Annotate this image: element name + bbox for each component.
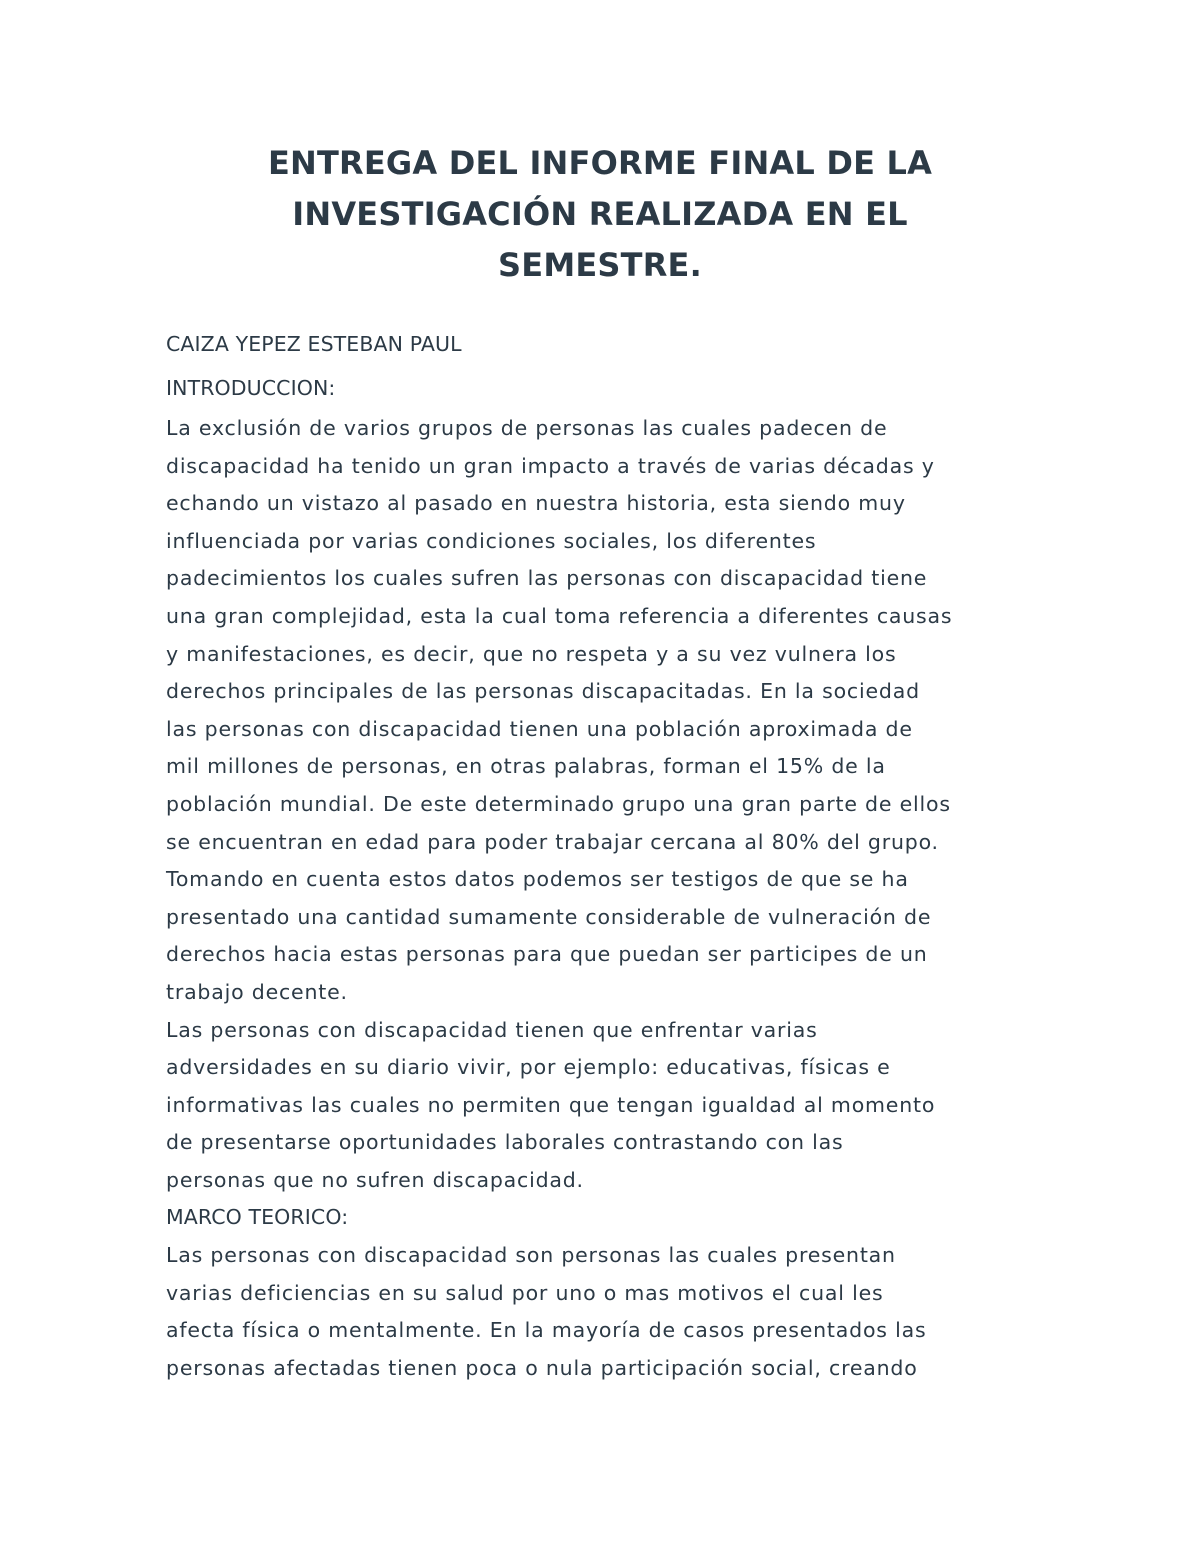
text-line: Tomando en cuenta estos datos podemos ser testigos de que se ha	[166, 867, 909, 892]
text-line: trabajo decente.	[166, 979, 348, 1004]
text-line: adversidades en su diario vivir, por ejemplo: educativas, físicas e	[166, 1055, 891, 1080]
introduction-paragraph-2	[166, 1012, 1046, 1200]
theory-paragraph-1	[166, 1237, 1046, 1387]
text-line: padecimientos los cuales sufren las personas con discapacidad tiene	[166, 566, 928, 591]
text-line: influenciada por varias condiciones sociales, los diferentes	[166, 528, 817, 553]
document-title	[0, 138, 1200, 291]
text-line: discapacidad ha tenido un gran impacto a través de varias décadas y	[166, 453, 935, 478]
text-line: las personas con discapacidad tienen una población aproximada de	[166, 716, 913, 741]
title-line: INVESTIGACIÓN REALIZADA EN EL	[292, 195, 908, 233]
text-line: mil millones de personas, en otras palabras, forman el 15% de la	[166, 754, 886, 779]
text-line: personas afectadas tienen poca o nula participación social, creando	[166, 1355, 918, 1380]
text-line: varias deficiencias en su salud por uno o mas motivos el cual les	[166, 1280, 884, 1305]
text-line: una gran complejidad, esta la cual toma referencia a diferentes causas	[166, 603, 953, 628]
text-line: derechos principales de las personas discapacitadas. En la sociedad	[166, 679, 920, 704]
text-line: derechos hacia estas personas para que puedan ser participes de un	[166, 942, 928, 967]
document-body	[166, 326, 1046, 1387]
introduction-paragraph-1	[166, 410, 1046, 1012]
text-line: se encuentran en edad para poder trabajar cercana al 80% del grupo.	[166, 829, 939, 854]
text-line: Las personas con discapacidad tienen que enfrentar varias	[166, 1017, 818, 1042]
introduction-heading: INTRODUCCION:	[166, 375, 336, 400]
text-line: informativas las cuales no permiten que tengan igualdad al momento	[166, 1092, 936, 1117]
text-line: personas que no sufren discapacidad.	[166, 1167, 584, 1192]
text-line: echando un vistazo al pasado en nuestra historia, esta siendo muy	[166, 491, 906, 516]
text-line: afecta física o mentalmente. En la mayoría de casos presentados las	[166, 1318, 927, 1343]
text-line: población mundial. De este determinado grupo una gran parte de ellos	[166, 791, 951, 816]
text-line: La exclusión de varios grupos de personas las cuales padecen de	[166, 416, 888, 440]
text-line: y manifestaciones, es decir, que no respeta y a su vez vulnera los	[166, 641, 897, 666]
theory-heading: MARCO TEORICO:	[166, 1205, 349, 1230]
text-line: presentado una cantidad sumamente considerable de vulneración de	[166, 904, 932, 929]
title-line: ENTREGA DEL INFORME FINAL DE LA	[267, 144, 933, 182]
author-name: CAIZA YEPEZ ESTEBAN PAUL	[166, 332, 462, 356]
text-line: Las personas con discapacidad son personas las cuales presentan	[166, 1242, 896, 1267]
title-line: SEMESTRE.	[498, 246, 702, 284]
text-line: de presentarse oportunidades laborales contrastando con las	[166, 1130, 844, 1155]
